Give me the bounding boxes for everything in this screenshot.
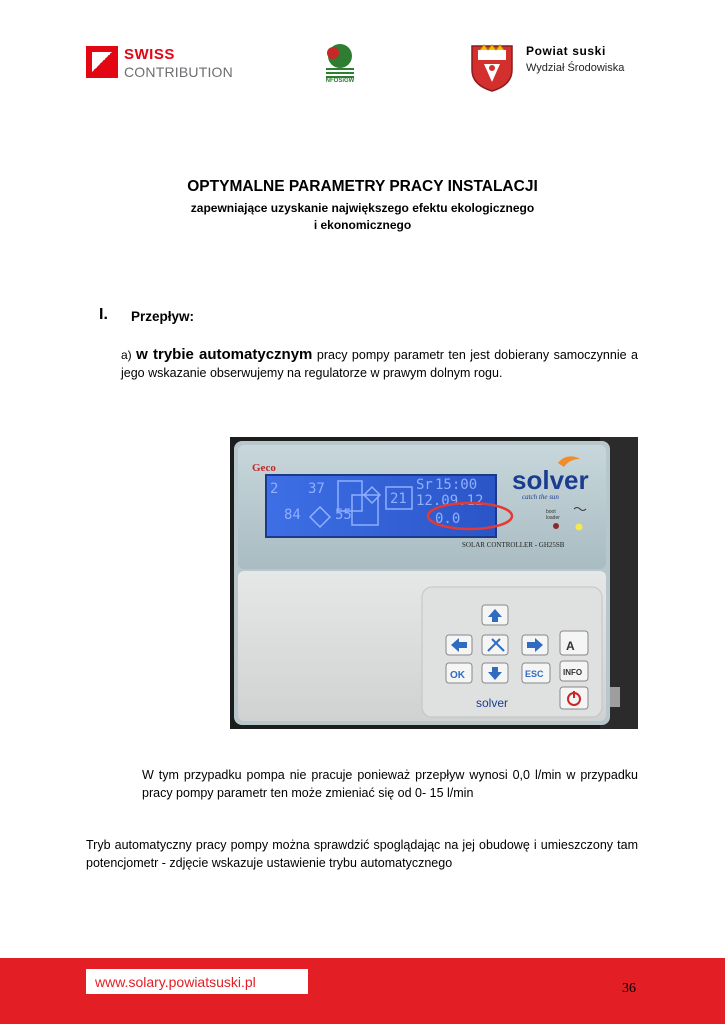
led-label: boot [546, 509, 556, 515]
list-item-emphasis: w trybie automatycznym [136, 346, 313, 363]
tree-icon [320, 42, 360, 78]
controller-model: SOLAR CONTROLLER - GH25SB [462, 541, 565, 549]
subtitle-line-1: zapewniające uzyskanie największego efektu ekologicznego [190, 201, 535, 215]
document-subtitle [0, 200, 725, 234]
svg-text:INFO: INFO [563, 668, 583, 677]
powiat-subtitle: Wydział Środowiska [526, 62, 625, 74]
swiss-logo-mark-icon [86, 46, 118, 78]
solver-tagline: catch the sun [522, 493, 559, 501]
lcd-date: 12.09.12 [416, 493, 484, 509]
paragraph-final: Tryb automatyczny pracy pompy można sprawdzić spoglądając na jej obudowę i umieszczony tam potencjometr - zdjęcie wskazuje ustawienie trybu automatycznego [86, 838, 638, 870]
solver-logo: solver [512, 465, 589, 495]
svg-text:A: A [566, 639, 575, 653]
status-led-red [553, 523, 559, 529]
svg-text:OK: OK [450, 670, 465, 681]
lcd-temp1: 37 [308, 481, 325, 497]
section-number: I. [99, 306, 108, 323]
svg-text:loader: loader [546, 515, 560, 521]
svg-text:ESC: ESC [525, 669, 544, 679]
page-number: 36 [622, 981, 636, 996]
lcd-left-top: 2 [270, 481, 279, 497]
powiat-crest-icon [470, 42, 514, 92]
panel-brand: solver [476, 696, 509, 710]
list-item-a [121, 346, 638, 382]
swiss-logo-line1: SWISS [124, 46, 175, 63]
nfosigw-label: NFOŚiGW [325, 78, 355, 84]
lcd-flow: 0.0 [435, 511, 461, 527]
nfosigw-logo [320, 42, 360, 90]
list-item-marker: a) [121, 348, 132, 362]
lcd-time: 15:00 [435, 477, 478, 493]
swiss-contribution-logo [86, 46, 246, 82]
powiat-title: Powiat suski [526, 44, 606, 58]
footer-url-box[interactable] [86, 969, 308, 994]
lcd-temp3: 55 [335, 507, 352, 523]
swiss-logo-line2: CONTRIBUTION [124, 64, 233, 80]
document-title: OPTYMALNE PARAMETRY PRACY INSTALACJI [187, 178, 538, 195]
status-led-yellow [576, 524, 583, 531]
controller-brand-small: Geco [252, 462, 276, 474]
footer-url-link[interactable]: www.solary.powiatsuski.pl [95, 974, 256, 990]
subtitle-line-2: i ekonomicznego [313, 218, 412, 232]
section-heading: Przepływ: [131, 309, 195, 324]
controller-photo [230, 437, 638, 729]
lcd-temp2: 84 [284, 507, 301, 523]
paragraph-after-photo: W tym przypadku pompa nie pracuje ponieważ przepływ wynosi 0,0 l/min w przypadku pracy pompy parametr ten może zmieniać się od 0- 15 l/min [142, 768, 638, 800]
list-item-text: pracy pompy parametr ten jest dobierany samoczynnie a jego wskazanie obserwujemy na regulatorze w prawym dolnym rogu. [121, 348, 638, 380]
lcd-day: Sr [416, 477, 433, 493]
lcd-mid: 21 [390, 491, 407, 507]
